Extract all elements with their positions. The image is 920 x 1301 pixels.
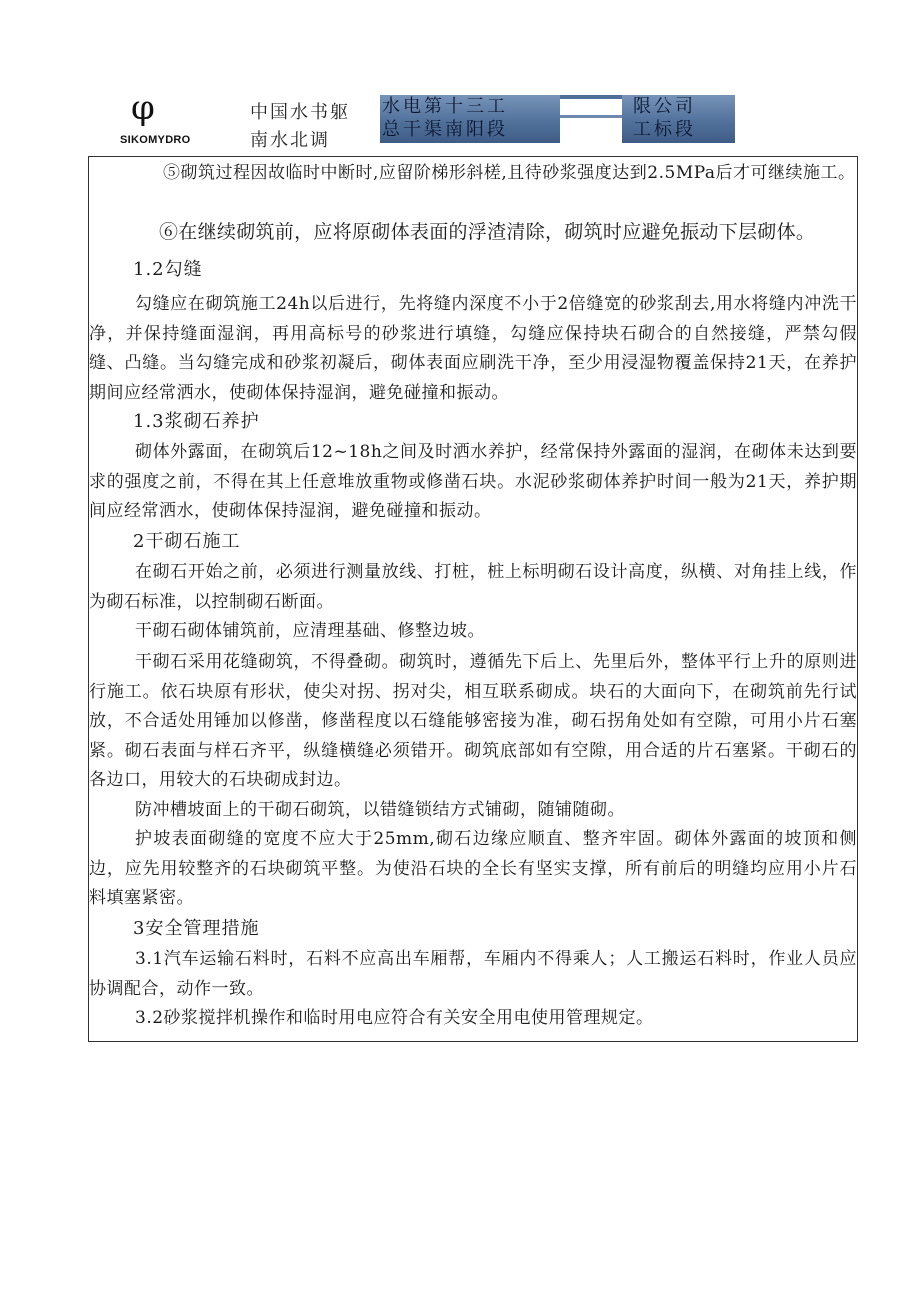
paragraph-dry-masonry-prep: 干砌石砌体铺筑前，应清理基础、修整边坡。 [135,621,485,641]
company-logo-text: SIKOMYDRO [120,134,191,146]
paragraph-step5: ⑤砌筑过程因故临时中断时,应留阶梯形斜槎,且待砂浆强度达到2.5MPa后才可继续施工。 [163,163,856,183]
heading-dry-masonry: 2干砌石施工 [133,531,241,552]
paragraph-curing: 砌体外露面，在砌筑后12~18h之间及时洒水养护，经常保持外露面的湿润，在砌体未达到要求的强度之前，不得在其上任意堆放重物或修凿石块。水泥砂浆砌体养护时间一般为21天，养护期间应经常洒水，使砌体保持湿润，避免碰撞和振动。 [89,442,857,521]
paragraph-safety-transport: 3.1汽车运输石料时，石料不应高出车厢帮，车厢内不得乘人；人工搬运石料时，作业人员应协调配合，动作一致。 [89,949,857,999]
paragraph-step6: ⑥在继续砌筑前，应将原砌体表面的浮渣清除，砌筑时应避免振动下层砌体。 [159,221,816,243]
org-name-line2: 南水北调 [250,130,330,151]
banner-gap [560,95,622,143]
paragraph-pointing: 勾缝应在砌筑施工24h以后进行，先将缝内深度不小于2倍缝宽的砂浆刮去,用水将缝内冲洗干净，并保持缝面湿润，再用高标号的砂浆进行填缝，勾缝应保持块石砌合的自然接缝，严禁勾假缝、凸缝。当勾缝完成和砂浆初凝后，砌体表面应刷洗干净，至少用浸湿物覆盖保持21天，在养护期间应经常洒水，使砌体保持湿润，避免碰撞和振动。 [89,294,857,403]
paragraph-scour-slope: 防冲槽坡面上的干砌石砌筑，以错缝锁结方式铺砌，随铺随砌。 [135,800,625,820]
heading-safety: 3安全管理措施 [133,918,260,939]
paragraph-safety-mixer: 3.2砂浆搅拌机操作和临时用电应符合有关安全用电使用管理规定。 [135,1008,654,1028]
company-logo-icon: φ [131,88,155,128]
banner-text-line1-right: 限公司 [633,96,696,117]
paragraph-dry-masonry-setout: 在砌石开始之前，必须进行测量放线、打桩，桩上标明砌石设计高度，纵横、对角挂上线，作为砌石标准，以控制砌石断面。 [89,562,857,612]
banner-text-line2-right: 工标段 [633,119,696,140]
heading-pointing: 1.2勾缝 [133,259,203,280]
document-content-box [88,156,858,1042]
project-banner [380,95,735,143]
banner-text-line2-left: 总干渠南阳段 [382,119,508,140]
heading-curing: 1.3浆砌石养护 [133,411,260,432]
banner-gap-mid [560,115,622,118]
org-name-line1: 中国水书躯 [250,102,350,123]
paragraph-slope-joints: 护坡表面砌缝的宽度不应大于25mm,砌石边缘应顺直、整齐牢固。砌体外露面的坡顶和侧边，应先用较整齐的石块砌筑平整。为使沿石块的全长有坚实支撑，所有前后的明缝均应用小片石料填塞紧密。 [89,829,857,908]
banner-gap-line [560,95,622,99]
banner-text-line1-left: 水电第十三工 [382,96,508,117]
paragraph-dry-masonry-method: 干砌石采用花缝砌筑，不得叠砌。砌筑时，遵循先下后上、先里后外，整体平行上升的原则进行施工。依石块原有形状，使尖对拐、拐对尖，相互联系砌成。块石的大面向下，在砌筑前先行试放，不合适处用锤加以修凿，修凿程度以石缝能够密接为准，砌石拐角处如有空隙，可用小片石塞紧。砌石表面与样石齐平，纵缝横缝必须错开。砌筑底部如有空隙，用合适的片石塞紧。干砌石的各边口，用较大的石块砌成封边。 [89,652,857,790]
page-header [0,0,920,160]
